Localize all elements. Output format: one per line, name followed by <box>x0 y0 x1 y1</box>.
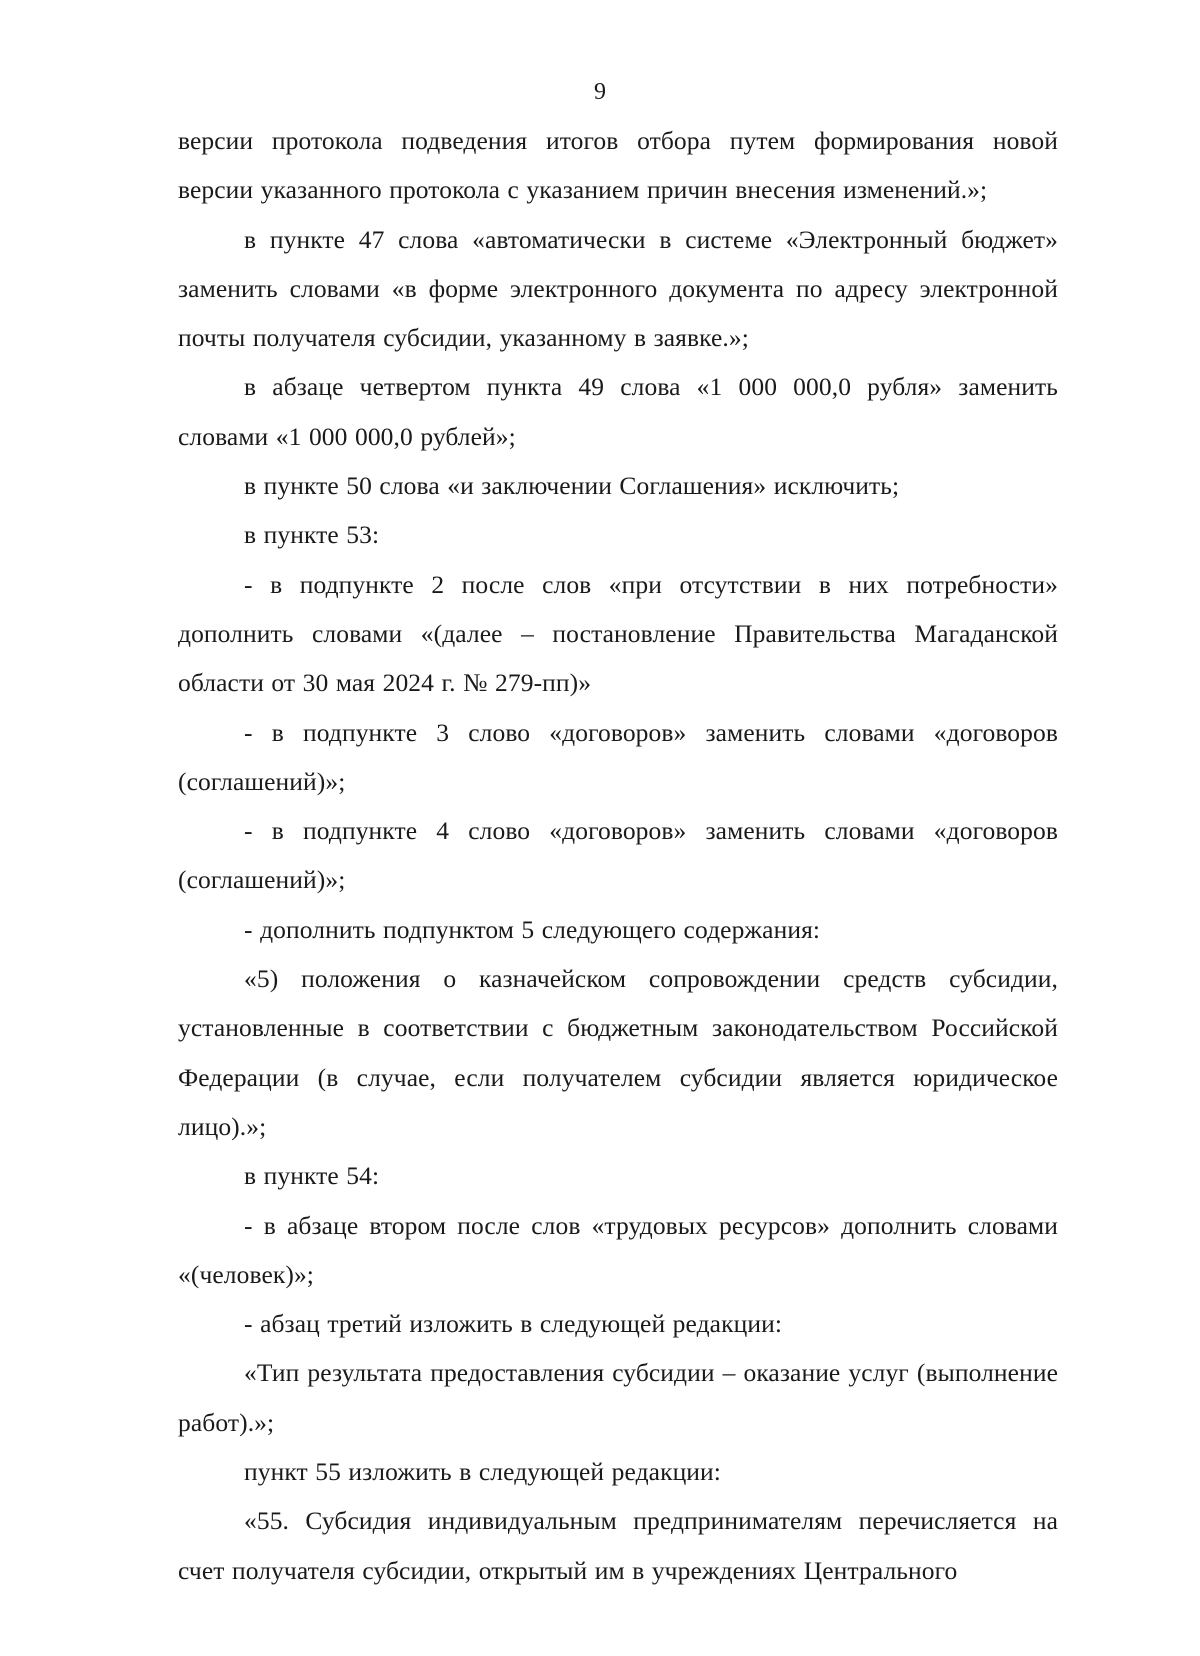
paragraph-15: пункт 55 изложить в следующей редакции: <box>244 1457 721 1487</box>
paragraph-8: - в подпункте 4 слово «договоров» заменить словами «договоров (соглашений)»; <box>178 816 1058 895</box>
paragraph-2: в пункте 47 слова «автоматически в системе «Электронный бюджет» заменить словами «в форме электронного документа по адресу электронной почты получателя субсидии, указанному в заявке.»; <box>178 224 1058 353</box>
paragraph-4: в пункте 50 слова «и заключении Соглашения» исключить; <box>244 471 900 501</box>
paragraph-7: - в подпункте 3 слово «договоров» заменить словами «договоров (соглашений)»; <box>178 717 1058 796</box>
paragraph-14: «Тип результата предоставления субсидии – оказание услуг (выполнение работ).»; <box>178 1358 1058 1437</box>
paragraph-1: версии протокола подведения итогов отбора путем формирования новой версии указанного протокола с указанием причин внесения изменений.»; <box>178 126 1058 205</box>
paragraph-13: - абзац третий изложить в следующей редакции: <box>244 1309 783 1339</box>
page-number: 9 <box>594 79 606 105</box>
paragraph-10: «5) положения о казначейском сопровождении средств субсидии, установленные в соответствии с бюджетным законодательством Российской Федерации (в случае, если получателем субсидии является юридическое лицо).»; <box>178 964 1058 1141</box>
paragraph-3: в абзаце четвертом пункта 49 слова «1 000 000,0 рубля» заменить словами «1 000 000,0 рублей»; <box>178 372 1058 451</box>
paragraph-16: «55. Субсидия индивидуальным предпринимателям перечисляется на счет получателя субсидии, открытый им в учреждениях Центрального <box>178 1506 1058 1585</box>
paragraph-9: - дополнить подпунктом 5 следующего содержания: <box>244 914 821 944</box>
paragraph-12: - в абзаце втором после слов «трудовых ресурсов» дополнить словами «(человек)»; <box>178 1210 1058 1289</box>
paragraph-5: в пункте 53: <box>244 520 380 550</box>
paragraph-6: - в подпункте 2 после слов «при отсутствии в них потребности» дополнить словами «(далее – постановление Правительства Магаданской области от 30 мая 2024 г. № 279-пп)» <box>178 569 1058 698</box>
paragraph-11: в пункте 54: <box>244 1161 380 1191</box>
document-body <box>178 116 1058 1595</box>
